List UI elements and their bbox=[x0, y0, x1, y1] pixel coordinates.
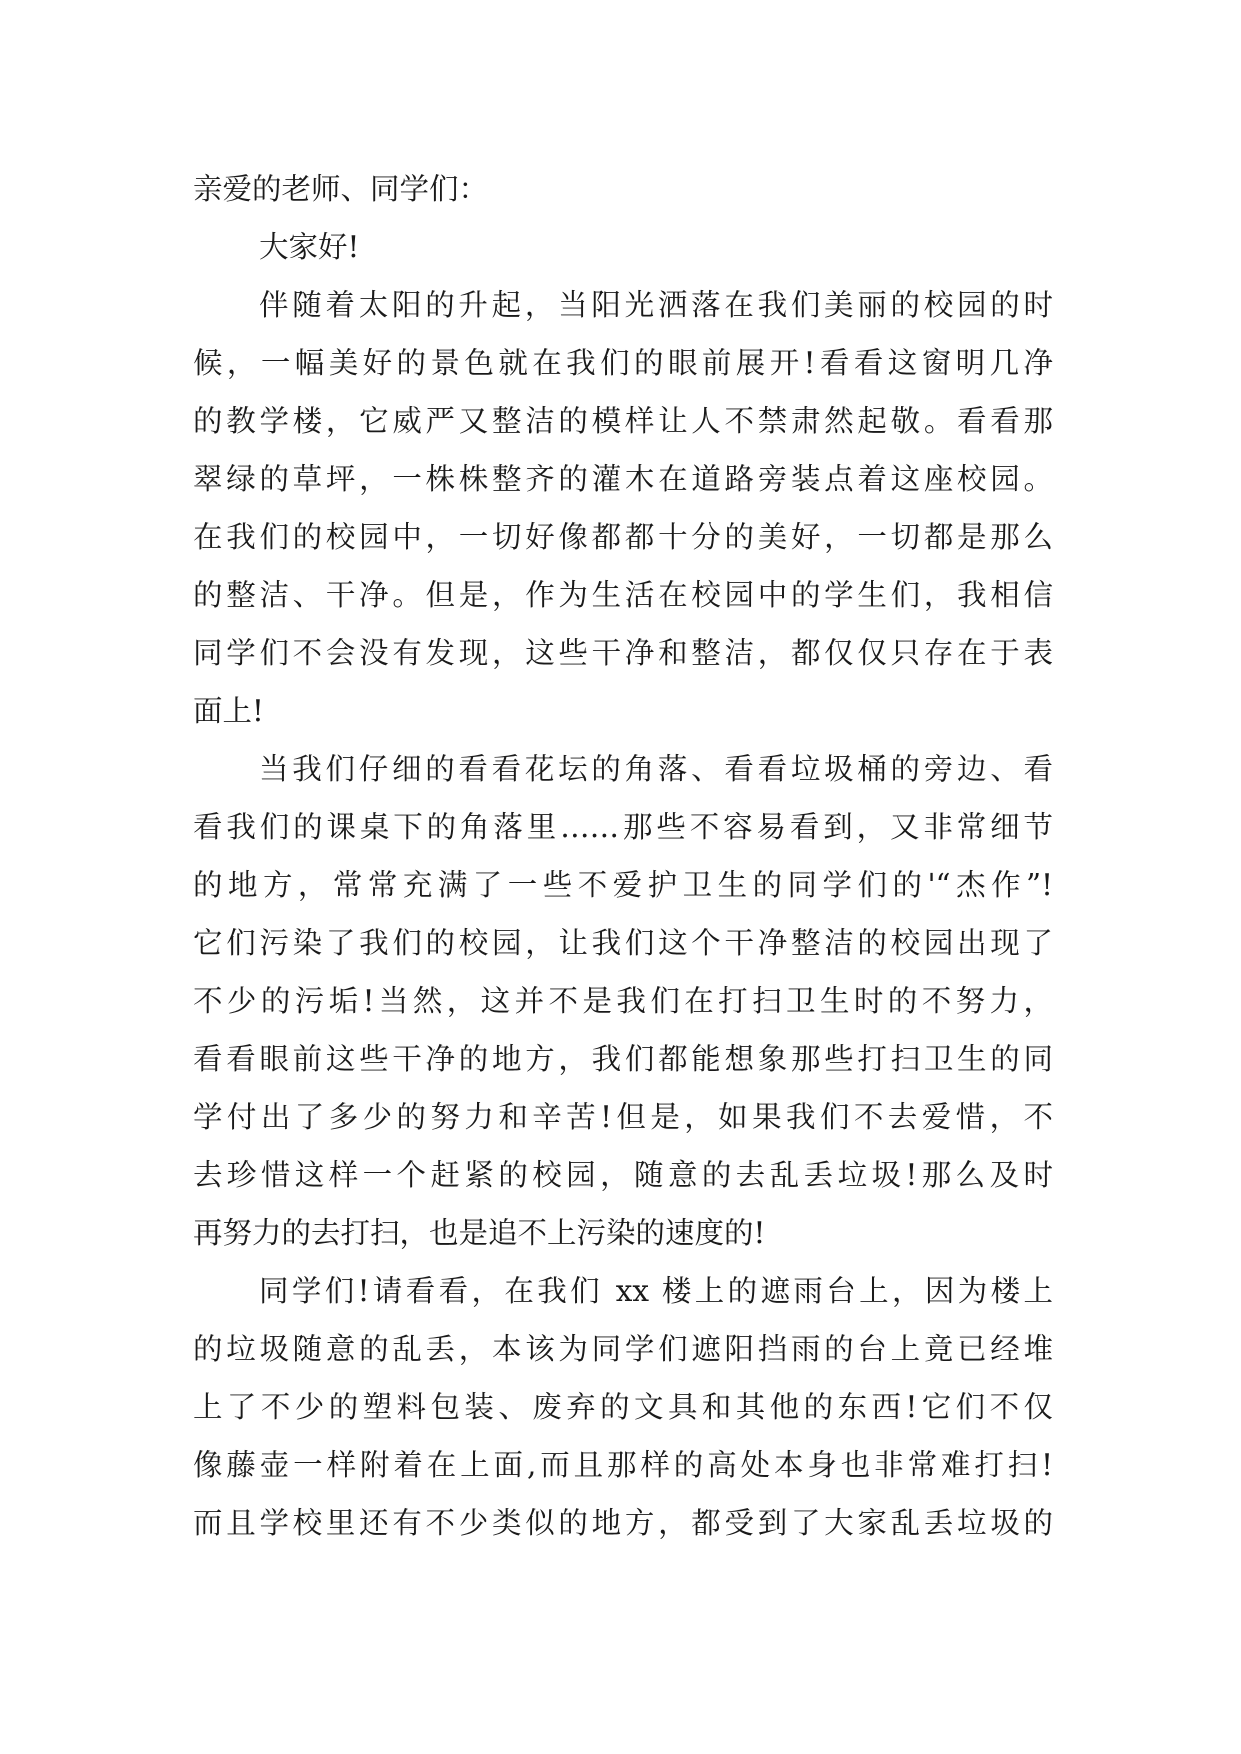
text-line: 同学们!请看看，在我们 xx 楼上的遮雨台上，因为楼上 bbox=[259, 1274, 1053, 1308]
text-line: 在我们的校园中，一切好像都都十分的美好，一切都是那么 bbox=[193, 520, 1053, 554]
text-line: 上了不少的塑料包装、废弃的文具和其他的东西!它们不仅 bbox=[193, 1390, 1053, 1424]
text-line: 同学们不会没有发现，这些干净和整洁，都仅仅只存在于表 bbox=[193, 636, 1053, 670]
text-line: 而且学校里还有不少类似的地方，都受到了大家乱丢垃圾的 bbox=[193, 1506, 1053, 1540]
text-line: 翠绿的草坪，一株株整齐的灌木在道路旁装点着这座校园。 bbox=[193, 462, 1053, 496]
text-line: 面上! bbox=[193, 694, 264, 728]
speech-body bbox=[193, 160, 1053, 1552]
text-line: 再努力的去打扫，也是追不上污染的速度的! bbox=[193, 1216, 766, 1250]
text-line: 当我们仔细的看看花坛的角落、看看垃圾桶的旁边、看 bbox=[259, 752, 1053, 786]
text-line: 大家好! bbox=[259, 230, 360, 264]
text-line: 学付出了多少的努力和辛苦!但是，如果我们不去爱惜，不 bbox=[193, 1100, 1053, 1134]
text-line: 伴随着太阳的升起，当阳光洒落在我们美丽的校园的时 bbox=[259, 288, 1053, 322]
text-line: 的教学楼，它威严又整洁的模样让人不禁肃然起敬。看看那 bbox=[193, 404, 1053, 438]
text-line: 看看眼前这些干净的地方，我们都能想象那些打扫卫生的同 bbox=[193, 1042, 1053, 1076]
text-line: 亲爱的老师、同学们： bbox=[193, 172, 489, 206]
text-line: 去珍惜这样一个赶紧的校园，随意的去乱丢垃圾!那么及时 bbox=[193, 1158, 1053, 1192]
text-line: 的垃圾随意的乱丢，本该为同学们遮阳挡雨的台上竟已经堆 bbox=[193, 1332, 1053, 1366]
text-line: 不少的污垢!当然，这并不是我们在打扫卫生时的不努力， bbox=[193, 984, 1053, 1018]
text-line: 的地方，常常充满了一些不爱护卫生的同学们的'“杰作”! bbox=[193, 868, 1053, 902]
text-line: 的整洁、干净。但是，作为生活在校园中的学生们，我相信 bbox=[193, 578, 1053, 612]
text-line: 候，一幅美好的景色就在我们的眼前展开!看看这窗明几净 bbox=[193, 346, 1053, 380]
text-line: 它们污染了我们的校园，让我们这个干净整洁的校园出现了 bbox=[193, 926, 1053, 960]
text-line: 看我们的课桌下的角落里……那些不容易看到，又非常细节 bbox=[193, 810, 1053, 844]
text-line: 像藤壶一样附着在上面,而且那样的高处本身也非常难打扫! bbox=[193, 1448, 1053, 1482]
